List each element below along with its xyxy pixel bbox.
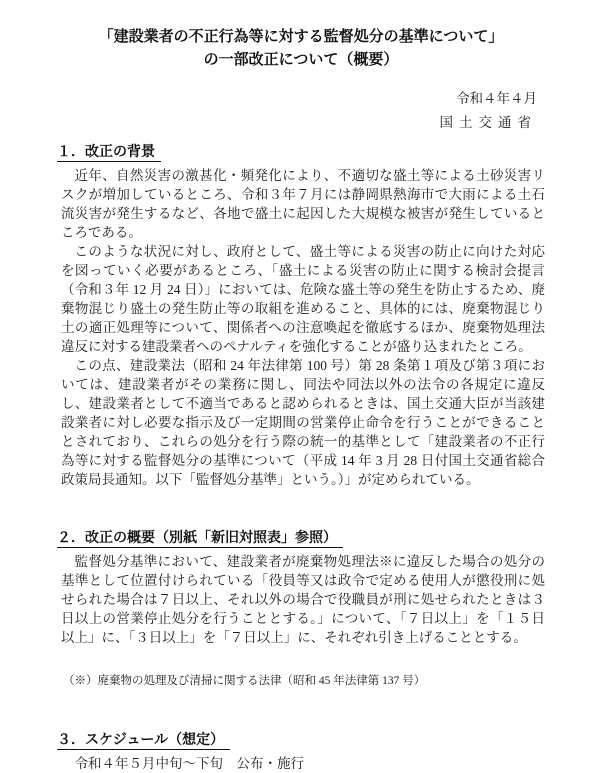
document-title-line1: 「建設業者の不正行為等に対する監督処分の基準について」 [98,28,504,45]
document-title-line2: の一部改正について（概要） [203,51,399,68]
document-date: 令和４年４月 [456,91,537,106]
section-1-heading: １．改正の背景 [57,143,545,162]
section-2-body [61,552,545,647]
paragraph: この点、建設業法（昭和 24 年法律第 100 号）第 28 条第１項及び第３項においては、建設業者がその業務に関し、同法や同法以外の法令の各規定に違反し、建設業者として不適当であると認められるときは、国土交通大臣が当該建設業者に対し必要な指示及び一定期間の営業停止命令を行うことができることとされており、これらの処分を行う際の統一的基準として「建設業者の不正行為等に対する監督処分の基準について（平成 14 年 3 月 28 日付国土交通省総合政策局長通知。以下「監督処分基準」という。）」が定められている。 [61,358,545,487]
paragraph: 近年、自然災害の激甚化・頻発化により、不適切な盛土等による土砂災害リスクが増加しているところ、令和３年７月には静岡県熱海市で大雨による土石流災害が発生するなど、各地で盛土に起因した大規模な被害が発生しているところである。 [61,168,545,240]
section-3-heading: ３．スケジュール（想定） [57,731,545,750]
document-byline [57,87,545,135]
paragraph: 監督処分基準において、建設業者が廃棄物処理法※に違反した場合の処分の基準として位置付けられている「役員等又は政令で定める使用人が懲役刑に処せられた場合は７日以上、それ以外の場合で役職員が刑に処せられたときは３日以上の営業停止処分を行うこととする。」について、「７日以上」を「１５日以上」に、「３日以上」を「７日以上」に、それぞれ引き上げることとする。 [61,554,545,645]
organization-name: 国土交通省 [439,115,537,130]
paragraph: このような状況に対し、政府として、盛土等による災害の防止に向けた対応を図っていく必要があるところ、「盛土による災害の防止に関する検討会提言（令和３年 12 月 24 日）」においては、危険な盛土等の発生を防止するため、廃棄物混じり盛土の発生防止等の取組を進めること、具体的には、廃棄物混じり土の適正処理等について、関係者への注意喚起を徹底するほか、廃棄物処理法違反に対する建設業者へのペナルティを強化することが盛り込まれたところ。 [61,244,545,354]
section-2-heading: ２．改正の概要（別紙「新旧対照表」参照） [57,529,545,548]
document-title [57,25,545,71]
footnote: （※）廃棄物の処理及び清掃に関する法律（昭和 45 年法律第 137 号） [63,675,426,687]
schedule-line: 令和４年５月中旬～下旬 公布・施行 [74,756,304,771]
section-1-body [61,166,545,489]
